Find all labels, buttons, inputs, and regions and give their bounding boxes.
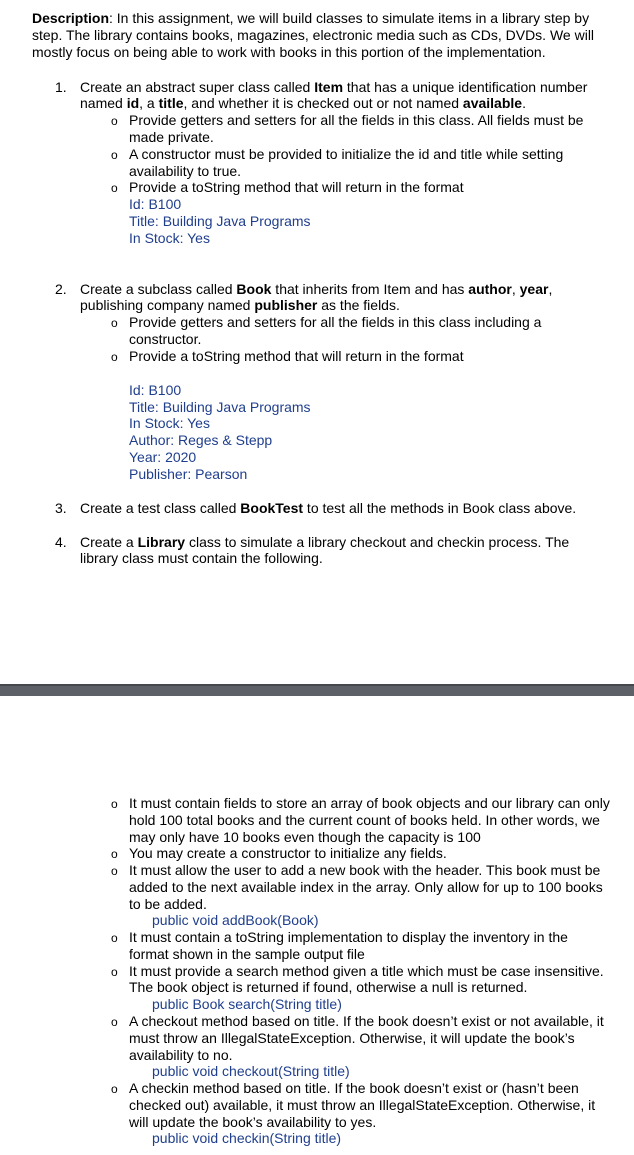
bullet-icon: o bbox=[111, 1015, 118, 1029]
item-4-number: 4. bbox=[55, 534, 67, 550]
page2-b7-line-2: checked out) available, it must throw an IllegalStateException. Otherwise, it bbox=[129, 1097, 596, 1113]
page2-b7-code: public void checkin(String title) bbox=[152, 1130, 342, 1146]
page2-b3-line-3: to be added. bbox=[129, 896, 207, 912]
item-2-format-title: Title: Building Java Programs bbox=[129, 399, 311, 415]
item-1-format-id: Id: B100 bbox=[129, 196, 182, 212]
bullet-icon: o bbox=[111, 350, 118, 364]
bullet-icon: o bbox=[111, 797, 118, 811]
description-line-1: Description: In this assignment, we will build classes to simulate items in a library step by bbox=[32, 10, 590, 26]
page2-b4-line-2: format shown in the sample output file bbox=[129, 946, 365, 962]
page2-b1-line-3: may only have 10 books even though the capacity is 100 bbox=[129, 829, 481, 845]
item-1-format-title: Title: Building Java Programs bbox=[129, 213, 311, 229]
page2-b5-code: public Book search(String title) bbox=[152, 996, 342, 1012]
bullet-icon: o bbox=[111, 114, 118, 128]
page2-b6-line-3: availability to no. bbox=[129, 1047, 233, 1063]
page2-b3-line-2: added to the next available index in the array. Only allow for up to 100 books bbox=[129, 879, 603, 895]
bullet-icon: o bbox=[111, 148, 118, 162]
page-divider bbox=[0, 684, 634, 696]
item-3-number: 3. bbox=[55, 500, 67, 516]
item-2-format-author: Author: Reges & Stepp bbox=[129, 432, 273, 448]
bullet-icon: o bbox=[111, 316, 118, 330]
bullet-icon: o bbox=[111, 931, 118, 945]
page2-b5-line-1: It must provide a search method given a title which must be case insensitive. bbox=[129, 963, 604, 979]
description-line-3: mostly focus on being able to work with books in this portion of the implementation. bbox=[32, 44, 546, 60]
item-2-sub-1-line-1: Provide getters and setters for all the fields in this class including a bbox=[129, 314, 542, 330]
page2-b1-line-1: It must contain fields to store an array of book objects and our library can only bbox=[129, 795, 610, 811]
item-4-line-2: library class must contain the following. bbox=[80, 550, 323, 566]
item-1-line-2: named id, a title, and whether it is checked out or not named available. bbox=[80, 95, 526, 111]
description-label: Description bbox=[32, 10, 110, 26]
item-2-sub-2: Provide a toString method that will return in the format bbox=[129, 348, 464, 364]
item-1-number: 1. bbox=[55, 79, 67, 95]
page2-b6-code: public void checkout(String title) bbox=[152, 1063, 350, 1079]
page2-b2: You may create a constructor to initialize any fields. bbox=[129, 845, 447, 861]
page2-b7-line-3: will update the book’s availability to yes. bbox=[129, 1114, 377, 1130]
item-1-sub-2-line-1: A constructor must be provided to initialize the id and title while setting bbox=[129, 146, 564, 162]
document-page-2 bbox=[0, 696, 634, 1155]
bullet-icon: o bbox=[111, 864, 118, 878]
item-2-format-stock: In Stock: Yes bbox=[129, 415, 210, 431]
bullet-icon: o bbox=[111, 965, 118, 979]
item-2-line-2: publishing company named publisher as the fields. bbox=[80, 297, 400, 313]
item-1-format-stock: In Stock: Yes bbox=[129, 230, 210, 246]
bullet-icon: o bbox=[111, 181, 118, 195]
description-line-2: step. The library contains books, magazines, electronic media such as CDs, DVDs. We will bbox=[32, 27, 595, 43]
item-2-line-1: Create a subclass called Book that inherits from Item and has author, year, bbox=[80, 281, 553, 297]
page2-b5-line-2: The book object is returned if found, otherwise a null is returned. bbox=[129, 979, 528, 995]
page2-b7-line-1: A checkin method based on title. If the book doesn’t exist or (hasn’t been bbox=[129, 1080, 579, 1096]
item-2-format-publisher: Publisher: Pearson bbox=[129, 466, 248, 482]
item-2-number: 2. bbox=[55, 281, 67, 297]
item-1-sub-2-line-2: availability to true. bbox=[129, 163, 242, 179]
page2-b6-line-1: A checkout method based on title. If the book doesn’t exist or not available, it bbox=[129, 1013, 604, 1029]
item-1-sub-3: Provide a toString method that will return in the format bbox=[129, 179, 464, 195]
item-1-sub-1-line-1: Provide getters and setters for all the fields in this class. All fields must be bbox=[129, 112, 584, 128]
bullet-icon: o bbox=[111, 1082, 118, 1096]
page2-b3-line-1: It must allow the user to add a new book with the header. This book must be bbox=[129, 862, 601, 878]
page2-b3-code: public void addBook(Book) bbox=[152, 912, 319, 928]
item-3-line: Create a test class called BookTest to test all the methods in Book class above. bbox=[80, 500, 577, 516]
item-4-line-1: Create a Library class to simulate a library checkout and checkin process. The bbox=[80, 534, 570, 550]
page2-b1-line-2: hold 100 total books and the current count of books held. In other words, we bbox=[129, 812, 600, 828]
item-2-format-id: Id: B100 bbox=[129, 382, 182, 398]
item-1-sub-1-line-2: made private. bbox=[129, 129, 214, 145]
page2-b6-line-2: must throw an IllegalStateException. Otherwise, it will update the book’s bbox=[129, 1030, 575, 1046]
bullet-icon: o bbox=[111, 847, 118, 861]
item-1-line-1: Create an abstract super class called Item that has a unique identification number bbox=[80, 79, 588, 95]
item-2-sub-1-line-2: constructor. bbox=[129, 331, 202, 347]
page2-b4-line-1: It must contain a toString implementation to display the inventory in the bbox=[129, 929, 568, 945]
item-2-format-year: Year: 2020 bbox=[129, 449, 197, 465]
